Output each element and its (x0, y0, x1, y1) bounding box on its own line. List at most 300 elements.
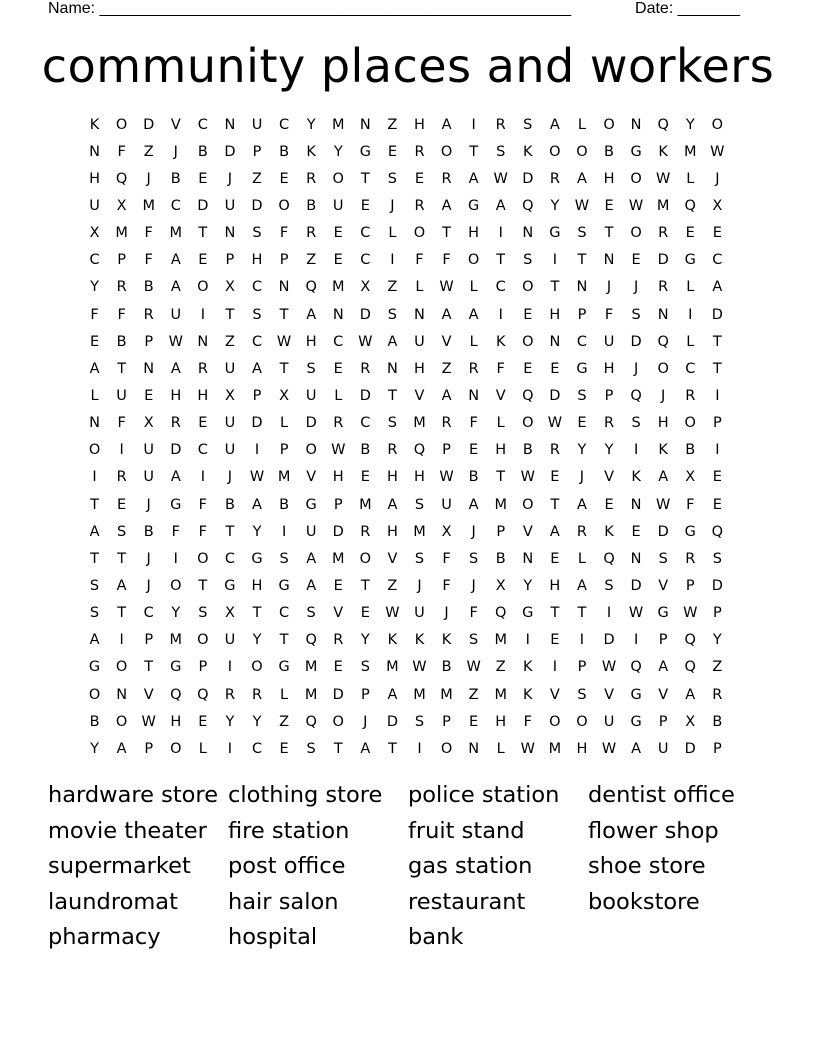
grid-letter: R (143, 306, 154, 323)
grid-letter: K (604, 523, 614, 540)
grid-letter: A (685, 686, 696, 703)
grid-letter: R (685, 550, 696, 567)
grid-letter: H (549, 577, 561, 594)
grid-letter: G (278, 577, 290, 594)
grid-letter: X (224, 387, 235, 404)
grid-letter: E (685, 225, 695, 242)
grid-letter: I (715, 387, 720, 404)
grid-letter: S (387, 170, 397, 187)
grid-letter: E (550, 550, 560, 567)
grid-letter: S (577, 225, 587, 242)
grid-letter: B (495, 550, 506, 567)
grid-letter: C (197, 116, 208, 133)
grid-letter: E (198, 252, 208, 269)
grid-letter: W (141, 713, 156, 730)
grid-row (81, 572, 741, 599)
grid-letter: G (88, 659, 101, 676)
grid-letter: U (224, 360, 236, 377)
grid-letter: S (89, 605, 100, 622)
grid-row (81, 708, 741, 735)
grid-letter: E (469, 713, 479, 730)
grid-letter: D (684, 740, 696, 757)
grid-letter: L (469, 279, 478, 296)
grid-letter: P (577, 659, 587, 676)
grid-letter: E (604, 496, 614, 513)
grid-letter: E (144, 387, 154, 404)
grid-letter: Y (90, 740, 99, 757)
grid-letter: E (523, 306, 533, 323)
grid-letter: A (441, 116, 452, 133)
grid-letter: L (198, 740, 207, 757)
grid-letter: U (414, 333, 425, 350)
word-bank-item: hardware store (48, 782, 219, 808)
grid-letter: A (306, 577, 317, 594)
grid-letter: N (630, 496, 642, 513)
grid-letter: C (143, 605, 154, 622)
grid-letter: C (360, 225, 371, 242)
grid-letter: T (279, 360, 289, 377)
grid-letter: I (498, 225, 503, 242)
grid-letter: L (686, 170, 695, 187)
grid-letter: W (710, 143, 725, 160)
grid-letter: U (603, 713, 615, 730)
grid-row (81, 138, 741, 165)
grid-letter: T (577, 252, 587, 269)
grid-letter: R (306, 170, 317, 187)
grid-letter: R (468, 360, 479, 377)
grid-letter: T (496, 469, 506, 486)
grid-letter: Q (115, 170, 128, 187)
grid-letter: I (471, 116, 476, 133)
grid-letter: J (444, 605, 449, 622)
grid-letter: O (603, 116, 615, 133)
grid-letter: C (360, 252, 371, 269)
grid-letter: T (387, 740, 397, 757)
grid-letter: K (631, 469, 641, 486)
grid-row (81, 491, 741, 518)
grid-letter: A (441, 387, 452, 404)
grid-letter: A (387, 686, 398, 703)
grid-letter: I (281, 523, 287, 540)
grid-letter: I (525, 632, 530, 649)
grid-letter: W (439, 469, 454, 486)
grid-letter: A (116, 577, 127, 594)
word-bank-item: gas station (408, 853, 533, 880)
grid-letter: Z (468, 686, 479, 703)
grid-letter: C (333, 333, 344, 350)
grid-letter: K (306, 143, 316, 160)
grid-letter: G (278, 659, 290, 676)
grid-letter: R (387, 442, 398, 459)
grid-letter: O (630, 225, 642, 242)
grid-letter: F (198, 496, 208, 513)
grid-letter: F (90, 306, 99, 323)
grid-letter: C (685, 360, 696, 377)
grid-letter: W (520, 740, 535, 757)
grid-letter: V (658, 577, 669, 594)
grid-letter: B (712, 713, 723, 730)
grid-letter: Y (604, 442, 614, 459)
grid-letter: B (116, 333, 127, 350)
grid-letter: G (630, 686, 642, 703)
grid-letter: N (278, 279, 290, 296)
grid-letter: F (442, 252, 451, 269)
grid-letter: V (143, 686, 154, 703)
grid-letter: V (441, 333, 452, 350)
word-bank-item: bank (408, 924, 464, 951)
grid-letter: E (469, 442, 479, 459)
grid-letter: G (549, 225, 561, 242)
grid-letter: W (276, 333, 292, 350)
grid-letter: O (630, 170, 642, 187)
grid-letter: M (548, 740, 562, 757)
grid-letter: Y (90, 279, 99, 296)
grid-letter: S (306, 360, 316, 377)
grid-letter: D (549, 387, 561, 404)
grid-letter: Q (657, 116, 669, 133)
grid-letter: K (414, 632, 425, 649)
grid-letter: H (251, 577, 263, 594)
grid-letter: H (657, 415, 669, 432)
grid-letter: X (495, 577, 506, 594)
grid-letter: G (630, 143, 642, 160)
grid-letter: T (360, 170, 370, 187)
grid-letter: H (305, 333, 317, 350)
grid-letter: I (92, 469, 97, 486)
grid-letter: B (360, 442, 371, 459)
grid-letter: U (224, 632, 236, 649)
grid-letter: T (550, 279, 560, 296)
grid-letter: I (390, 252, 395, 269)
grid-letter: S (306, 740, 316, 757)
grid-letter: S (577, 387, 587, 404)
grid-letter: P (225, 252, 235, 269)
grid-letter: S (198, 605, 208, 622)
grid-letter: O (576, 713, 588, 730)
grid-letter: P (279, 252, 289, 269)
grid-letter: C (170, 197, 181, 214)
grid-letter: D (657, 252, 669, 269)
grid-letter: W (412, 659, 427, 676)
grid-letter: H (495, 442, 507, 459)
grid-letter: N (549, 333, 561, 350)
grid-letter: O (359, 550, 372, 567)
grid-letter: O (440, 740, 453, 757)
grid-letter: T (117, 605, 127, 622)
grid-letter: B (441, 659, 452, 676)
grid-letter: Z (387, 577, 398, 594)
grid-letter: N (89, 415, 100, 432)
grid-letter: L (90, 387, 99, 404)
word-bank-item: fruit stand (408, 817, 525, 844)
grid-letter: G (251, 550, 263, 567)
grid-letter: W (331, 442, 346, 459)
grid-letter: N (197, 333, 209, 350)
grid-letter: A (576, 577, 587, 594)
grid-letter: S (631, 415, 641, 432)
grid-letter: T (225, 523, 235, 540)
word-bank-item: movie theater (48, 817, 207, 844)
grid-letter: I (200, 306, 205, 323)
grid-letter: P (252, 143, 262, 160)
grid-letter: C (576, 333, 587, 350)
grid-letter: N (89, 143, 100, 160)
grid-letter: R (495, 116, 506, 133)
grid-letter: J (363, 713, 368, 730)
grid-letter: A (170, 279, 181, 296)
grid-letter: S (306, 605, 316, 622)
grid-letter: B (170, 170, 181, 187)
word-bank-item: hair salon (228, 888, 339, 915)
grid-letter: S (469, 632, 479, 649)
grid-letter: J (146, 577, 151, 594)
grid-letter: X (143, 415, 154, 432)
grid-letter: P (252, 387, 262, 404)
grid-letter: R (658, 225, 669, 242)
grid-letter: P (144, 740, 154, 757)
grid-letter: Y (523, 577, 533, 594)
grid-letter: L (388, 225, 397, 242)
grid-letter: K (523, 686, 533, 703)
grid-letter: V (522, 523, 533, 540)
grid-letter: D (170, 442, 182, 459)
grid-letter: Y (171, 605, 181, 622)
grid-letter: H (197, 387, 209, 404)
grid-letter: C (89, 252, 100, 269)
grid-letter: X (441, 523, 452, 540)
grid-letter: M (494, 496, 507, 513)
grid-letter: E (198, 713, 208, 730)
grid-letter: R (658, 279, 669, 296)
grid-letter: E (89, 333, 100, 350)
grid-letter: M (304, 659, 318, 676)
grid-letter: S (523, 252, 533, 269)
grid-letter: J (417, 577, 422, 594)
grid-letter: L (577, 550, 586, 567)
grid-letter: J (715, 170, 720, 187)
grid-letter: X (360, 279, 371, 296)
grid-letter: W (628, 605, 644, 622)
grid-letter: Q (630, 659, 642, 676)
grid-letter: B (89, 713, 100, 730)
grid-letter: N (522, 550, 534, 567)
grid-letter: M (331, 550, 345, 567)
grid-letter: K (89, 116, 100, 133)
grid-letter: P (442, 442, 451, 459)
grid-letter: D (305, 415, 317, 432)
grid-row (81, 654, 741, 681)
grid-letter: P (360, 686, 370, 703)
grid-letter: A (658, 659, 669, 676)
grid-letter: D (711, 577, 723, 594)
grid-letter: Y (306, 116, 316, 133)
grid-letter: V (414, 387, 425, 404)
word-bank-item: fire station (228, 817, 350, 844)
grid-letter: L (280, 415, 289, 432)
grid-letter: Q (711, 523, 724, 540)
worksheet-header (48, 0, 740, 20)
grid-letter: F (144, 252, 153, 269)
grid-letter: S (577, 686, 587, 703)
grid-letter: X (685, 469, 696, 486)
grid-letter: H (414, 360, 425, 377)
grid-letter: V (495, 387, 506, 404)
grid-letter: N (522, 225, 534, 242)
grid-letter: O (711, 116, 724, 133)
grid-letter: P (333, 496, 343, 513)
grid-letter: S (252, 306, 262, 323)
grid-letter: I (688, 306, 693, 323)
grid-letter: D (386, 713, 398, 730)
grid-letter: F (469, 605, 478, 622)
grid-letter: W (656, 170, 671, 187)
grid-letter: T (442, 225, 451, 242)
grid-letter: I (633, 632, 639, 649)
grid-row (81, 355, 741, 382)
grid-letter: O (88, 442, 101, 459)
grid-letter: T (604, 225, 614, 242)
grid-letter: E (279, 170, 289, 187)
word-bank-item: hospital (228, 924, 318, 951)
grid-letter: J (606, 279, 612, 296)
grid-letter: S (252, 225, 262, 242)
grid-letter: S (414, 713, 425, 730)
grid-letter: U (224, 442, 236, 459)
grid-letter: X (224, 279, 235, 296)
grid-letter: I (254, 442, 260, 459)
grid-letter: U (143, 469, 154, 486)
grid-letter: Q (522, 197, 534, 214)
grid-letter: E (333, 577, 343, 594)
grid-letter: I (119, 442, 124, 459)
grid-letter: L (496, 415, 505, 432)
grid-letter: Q (684, 197, 696, 214)
grid-letter: O (522, 415, 534, 432)
grid-letter: I (606, 605, 612, 622)
grid-letter: W (547, 415, 563, 432)
grid-letter: B (604, 143, 614, 160)
grid-letter: A (631, 740, 642, 757)
grid-letter: U (89, 197, 100, 214)
grid-letter: B (279, 496, 290, 513)
grid-letter: A (549, 116, 560, 133)
grid-letter: T (252, 605, 262, 622)
grid-letter: A (89, 360, 100, 377)
grid-letter: F (144, 225, 153, 242)
grid-letter: N (414, 306, 425, 323)
grid-letter: P (144, 333, 154, 350)
grid-letter: O (522, 333, 534, 350)
grid-letter: M (413, 686, 426, 703)
grid-letter: O (115, 116, 128, 133)
grid-letter: Y (252, 523, 262, 540)
grid-row (81, 165, 741, 192)
grid-letter: A (658, 469, 669, 486)
grid-letter: O (115, 659, 128, 676)
grid-letter: T (225, 306, 235, 323)
grid-letter: V (604, 469, 614, 486)
word-bank-item: dentist office (588, 782, 735, 808)
grid-letter: O (332, 713, 344, 730)
grid-letter: D (630, 577, 642, 594)
grid-letter: J (579, 469, 585, 486)
grid-letter: V (170, 116, 181, 133)
grid-letter: Q (305, 279, 317, 296)
grid-letter: O (440, 143, 453, 160)
grid-letter: H (414, 469, 425, 486)
grid-letter: L (469, 333, 478, 350)
grid-letter: O (576, 143, 588, 160)
grid-letter: P (685, 577, 695, 594)
grid-letter: G (630, 713, 642, 730)
grid-letter: F (496, 360, 505, 377)
grid-letter: H (170, 713, 182, 730)
grid-letter: F (117, 143, 126, 160)
grid-row (81, 681, 741, 708)
grid-letter: Z (143, 143, 154, 160)
grid-letter: A (468, 170, 479, 187)
grid-letter: E (712, 225, 722, 242)
grid-letter: I (173, 550, 178, 567)
grid-letter: F (523, 713, 532, 730)
grid-letter: D (711, 306, 723, 323)
grid-letter: Q (413, 442, 426, 459)
name-field-label: Name: _____________________________________________________ (48, 0, 572, 17)
grid-letter: R (441, 170, 452, 187)
grid-letter: M (413, 415, 426, 432)
grid-letter: T (90, 496, 99, 513)
grid-letter: F (198, 523, 208, 540)
grid-letter: M (684, 143, 697, 160)
grid-letter: B (468, 469, 479, 486)
grid-letter: B (685, 442, 696, 459)
grid-letter: R (414, 143, 425, 160)
grid-letter: A (387, 333, 398, 350)
grid-letter: Q (684, 632, 696, 649)
word-bank-item: bookstore (588, 888, 700, 915)
grid-letter: G (359, 143, 371, 160)
grid-letter: Q (630, 387, 642, 404)
grid-letter: A (549, 523, 560, 540)
grid-letter: A (468, 306, 479, 323)
grid-letter: F (469, 415, 478, 432)
grid-letter: M (304, 686, 318, 703)
grid-letter: P (117, 252, 126, 269)
grid-letter: Z (441, 360, 452, 377)
grid-letter: X (89, 225, 100, 242)
grid-letter: H (170, 387, 182, 404)
grid-letter: B (224, 496, 235, 513)
grid-letter: E (523, 360, 533, 377)
grid-letter: P (144, 632, 154, 649)
grid-letter: E (577, 415, 587, 432)
grid-letter: J (633, 279, 639, 296)
grid-row (81, 545, 741, 572)
grid-letter: K (387, 632, 398, 649)
grid-letter: P (712, 605, 722, 622)
word-bank-item: flower shop (588, 817, 719, 844)
grid-letter: K (441, 632, 452, 649)
grid-letter: N (143, 360, 155, 377)
grid-letter: A (89, 632, 100, 649)
grid-letter: Y (360, 632, 370, 649)
grid-row (81, 627, 741, 654)
grid-letter: I (119, 632, 124, 649)
grid-letter: E (631, 523, 641, 540)
grid-letter: J (173, 143, 178, 160)
grid-letter: F (415, 252, 424, 269)
grid-letter: K (523, 143, 533, 160)
